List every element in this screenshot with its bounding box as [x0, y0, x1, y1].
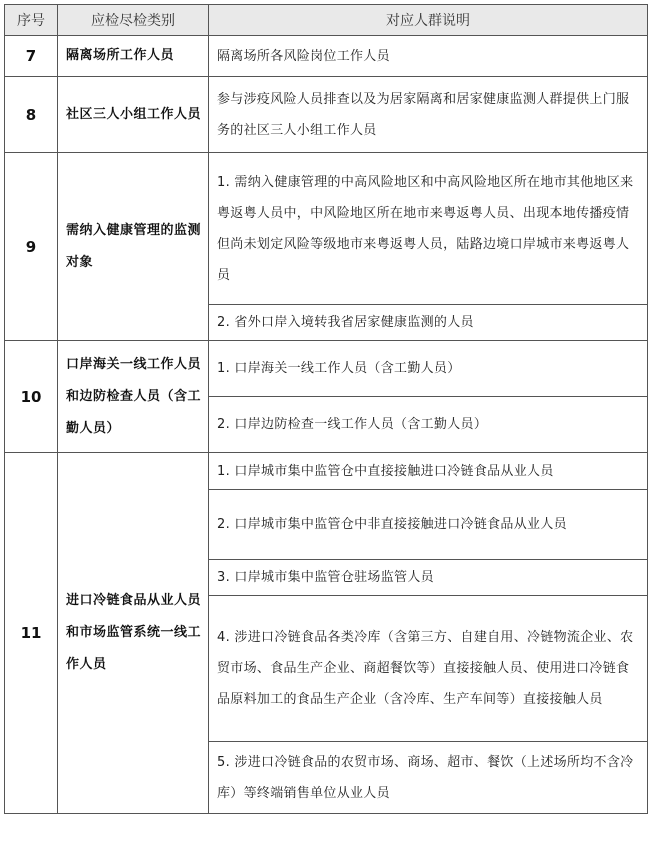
table-header-row [5, 5, 648, 36]
row-description: 2. 口岸城市集中监管仓中非直接接触进口冷链食品从业人员 [209, 490, 648, 560]
header-description: 对应人群说明 [209, 5, 648, 36]
row-description: 参与涉疫风险人员排查以及为居家隔离和居家健康监测人群提供上门服务的社区三人小组工作人员 [209, 77, 648, 153]
row-description: 2. 省外口岸入境转我省居家健康监测的人员 [209, 305, 648, 341]
table-row [5, 36, 648, 77]
row-number: 7 [5, 36, 58, 77]
row-number: 11 [5, 453, 58, 814]
table-row [5, 153, 648, 305]
row-category: 进口冷链食品从业人员和市场监管系统一线工作人员 [58, 453, 209, 814]
header-category: 应检尽检类别 [58, 5, 209, 36]
row-category: 口岸海关一线工作人员和边防检查人员（含工勤人员） [58, 341, 209, 453]
header-no: 序号 [5, 5, 58, 36]
row-description: 2. 口岸边防检查一线工作人员（含工勤人员） [209, 397, 648, 453]
row-description: 4. 涉进口冷链食品各类冷库（含第三方、自建自用、冷链物流企业、农贸市场、食品生产企业、商超餐饮等）直接接触人员、使用进口冷链食品原料加工的食品生产企业（含冷库、生产车间等）直接接触人员 [209, 596, 648, 742]
row-description: 1. 需纳入健康管理的中高风险地区和中高风险地区所在地市其他地区来粤返粤人员中，中风险地区所在地市来粤返粤人员、出现本地传播疫情但尚未划定风险等级地市来粤返粤人员，陆路边境口岸城市来粤返粤人员 [209, 153, 648, 305]
row-number: 10 [5, 341, 58, 453]
row-category: 隔离场所工作人员 [58, 36, 209, 77]
table-row [5, 341, 648, 397]
table-row [5, 453, 648, 490]
testing-category-table [4, 4, 648, 814]
row-description: 隔离场所各风险岗位工作人员 [209, 36, 648, 77]
row-description: 1. 口岸城市集中监管仓中直接接触进口冷链食品从业人员 [209, 453, 648, 490]
row-category: 需纳入健康管理的监测对象 [58, 153, 209, 341]
table-row [5, 77, 648, 153]
row-number: 9 [5, 153, 58, 341]
row-description: 1. 口岸海关一线工作人员（含工勤人员） [209, 341, 648, 397]
row-number: 8 [5, 77, 58, 153]
row-description: 3. 口岸城市集中监管仓驻场监管人员 [209, 560, 648, 596]
document-page [4, 4, 647, 814]
row-description: 5. 涉进口冷链食品的农贸市场、商场、超市、餐饮（上述场所均不含冷库）等终端销售单位从业人员 [209, 742, 648, 814]
row-category: 社区三人小组工作人员 [58, 77, 209, 153]
